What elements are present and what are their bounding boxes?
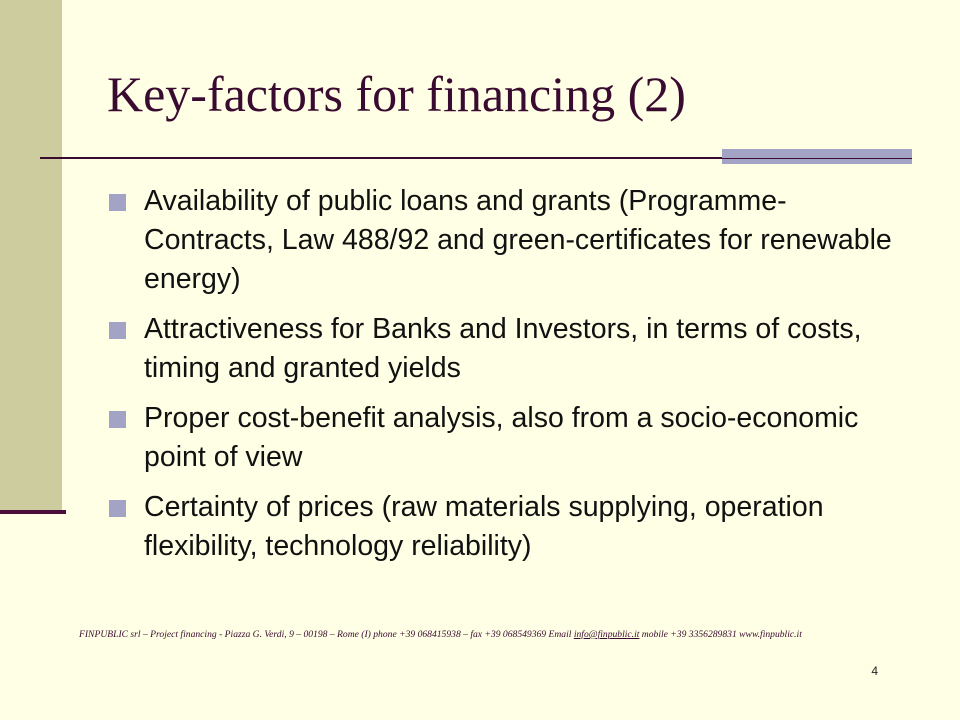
footer-text: FINPUBLIC srl – Project financing - Piazza G. Verdi, 9 – 00198 – Rome (I) phone +39 068415938 – fax +39 068549369 Email	[79, 629, 574, 640]
title-divider-accent-lower	[722, 159, 912, 164]
bullet-item	[106, 182, 906, 299]
bullet-text: Availability of public loans and grants (Programme-Contracts, Law 488/92 and green-certificates for renewable energy)	[144, 185, 892, 295]
bullet-item	[106, 310, 906, 388]
square-bullet-icon	[109, 500, 126, 517]
square-bullet-icon	[109, 322, 126, 339]
bullet-item	[106, 399, 906, 477]
side-bar-accent-line	[0, 510, 66, 514]
bullet-item	[106, 488, 906, 566]
bullet-list	[106, 182, 906, 577]
title-divider-accent	[722, 149, 912, 158]
footer-text-end: mobile +39 3356289831 www.finpublic.it	[639, 629, 802, 640]
square-bullet-icon	[109, 194, 126, 211]
bullet-text: Attractiveness for Banks and Investors, in terms of costs, timing and granted yields	[144, 313, 862, 384]
bullet-text: Proper cost-benefit analysis, also from a socio-economic point of view	[144, 402, 859, 473]
footer-email-link[interactable]: info@finpublic.it	[573, 629, 640, 640]
bullet-text: Certainty of prices (raw materials supplying, operation flexibility, technology reliability)	[144, 491, 824, 562]
slide-title: Key-factors for financing (2)	[107, 66, 686, 122]
side-bar	[0, 0, 62, 510]
footer-contact	[79, 628, 899, 641]
page-number: 4	[871, 664, 878, 678]
square-bullet-icon	[109, 411, 126, 428]
